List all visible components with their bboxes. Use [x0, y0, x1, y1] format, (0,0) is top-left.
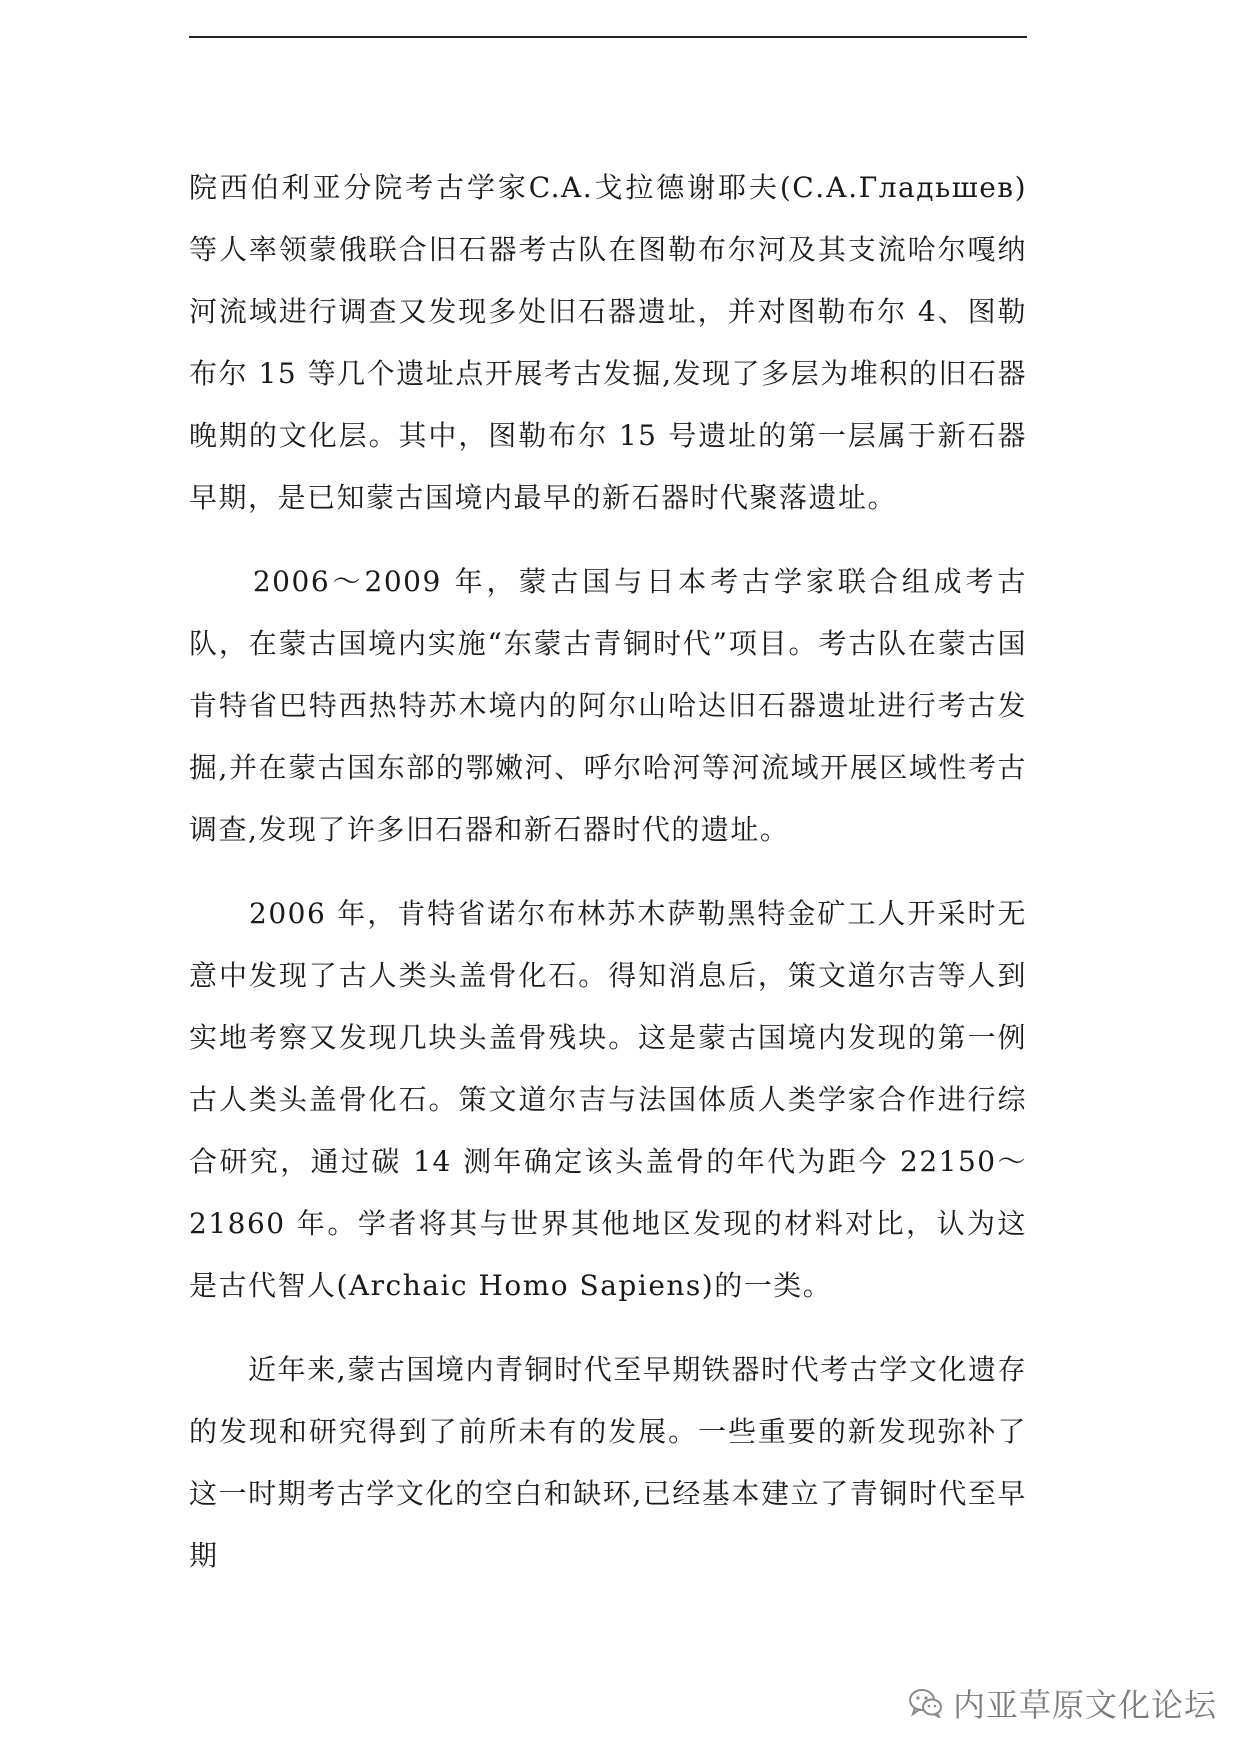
watermark: [909, 1680, 1217, 1726]
watermark-text: 内亚草原文化论坛: [952, 1686, 1217, 1724]
header-rule: [189, 36, 1027, 38]
paragraph-2: 2006～2009 年，蒙古国与日本考古学家联合组成考古队，在蒙古国境内实施“东蒙古青铜时代”项目。考古队在蒙古国肯特省巴特西热特苏木境内的阿尔山哈达旧石器遗址进行考古发掘,并在蒙古国东部的鄂嫩河、呼尔哈河等河流域开展区域性考古调查,发现了许多旧石器和新石器时代的遗址。: [189, 565, 1027, 846]
document-body: [189, 157, 1027, 1587]
paragraph-4: 近年来,蒙古国境内青铜时代至早期铁器时代考古学文化遗存的发现和研究得到了前所未有的发展。一些重要的新发现弥补了这一时期考古学文化的空白和缺环,已经基本建立了青铜时代至早期: [189, 1353, 1027, 1572]
paragraph-1: 院西伯利亚分院考古学家C.A.戈拉德谢耶夫(С.А.Гладьшев)等人率领蒙俄联合旧石器考古队在图勒布尔河及其支流哈尔嘎纳河流域进行调查又发现多处旧石器遗址，并对图勒布尔 4、图勒布尔 15 等几个遗址点开展考古发掘,发现了多层为堆积的旧石器晚期的文化层。其中，图勒布尔 15 号遗址的第一层属于新石器早期，是已知蒙古国境内最早的新石器时代聚落遗址。: [189, 171, 1027, 514]
paragraph-3: 2006 年，肯特省诺尔布林苏木萨勒黑特金矿工人开采时无意中发现了古人类头盖骨化石。得知消息后，策文道尔吉等人到实地考察又发现几块头盖骨残块。这是蒙古国境内发现的第一例古人类头盖骨化石。策文道尔吉与法国体质人类学家合作进行综合研究，通过碳 14 测年确定该头盖骨的年代为距今 22150～21860 年。学者将其与世界其他地区发现的材料对比，认为这是古代智人(Archaic Homo Sapiens)的一类。: [189, 897, 1027, 1302]
wechat-icon: [909, 1688, 943, 1718]
